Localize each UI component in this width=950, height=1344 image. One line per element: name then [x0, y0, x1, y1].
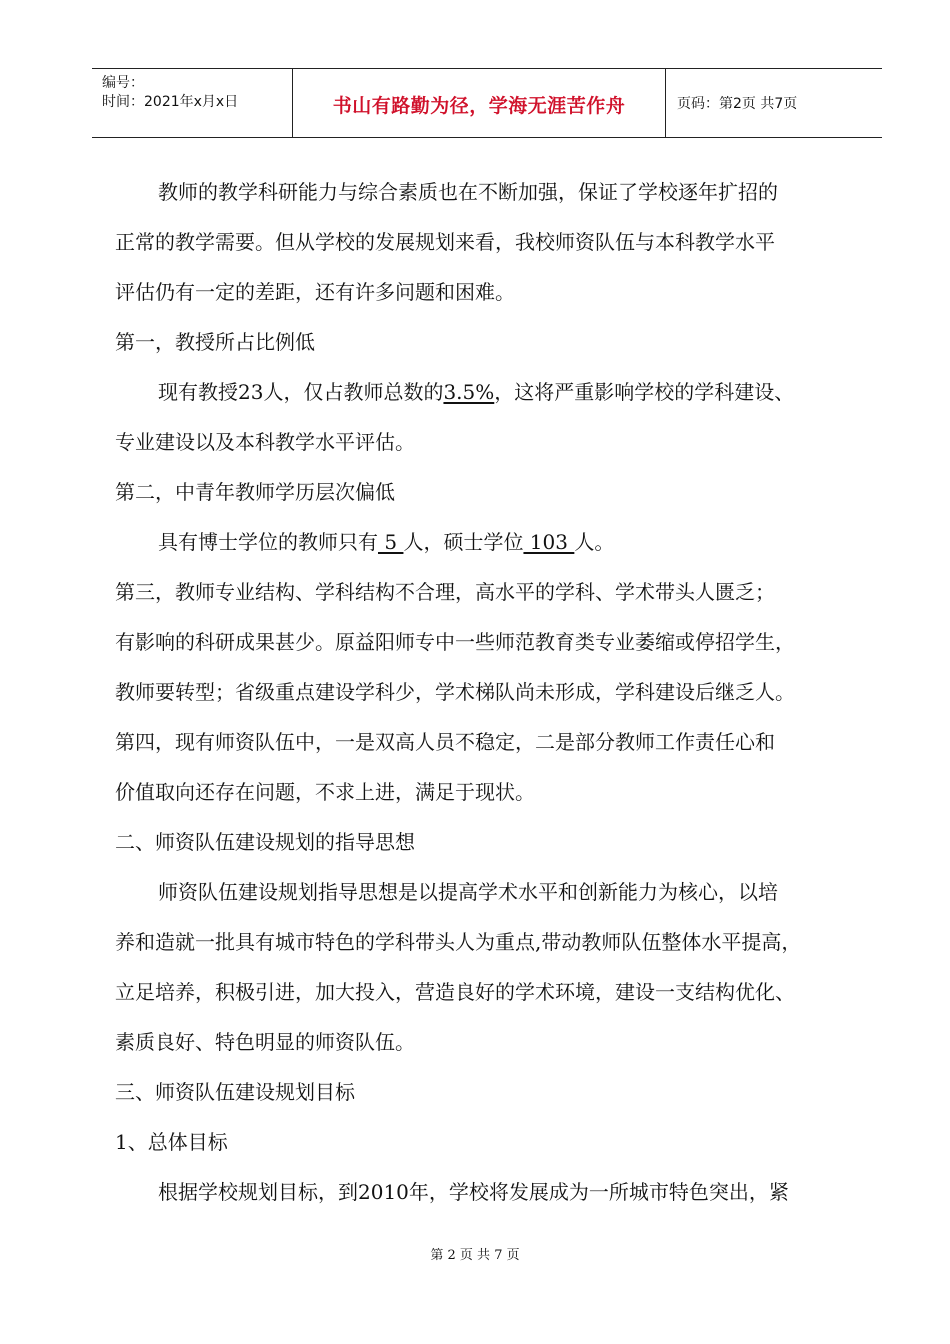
header-page-label: 页码：第2页 共7页 [677, 96, 798, 112]
underlined-value: 3.5% [443, 380, 495, 404]
text-segment: 人。 [574, 530, 615, 554]
paragraph-line: 评估仍有一定的差距，还有许多问题和困难。 [115, 280, 515, 304]
text-segment: 现有教授23人，仅占教师总数的 [158, 380, 444, 404]
text-segment: ，这将严重影响学校的学科建设、 [494, 380, 795, 404]
document-header [92, 68, 882, 138]
paragraph-line: 教师要转型；省级重点建设学科少，学术梯队尚未形成，学科建设后继乏人。 [115, 680, 795, 704]
header-motto: 书山有路勤为径，学海无涯苦作舟 [332, 95, 626, 117]
text-segment: 人，硕士学位 [403, 530, 524, 554]
paragraph-line: 有影响的科研成果甚少。原益阳师专中一些师范教育类专业萎缩或停招学生， [115, 630, 795, 654]
page-footer: 第 2 页 共 7 页 [430, 1248, 520, 1263]
section-heading: 第二，中青年教师学历层次偏低 [115, 480, 395, 504]
text-segment: 具有博士学位的教师只有 [158, 530, 378, 554]
paragraph-line [158, 380, 794, 404]
header-motto-cell [293, 69, 666, 137]
underlined-value: 5 [378, 530, 404, 554]
paragraph-line: 第四，现有师资队伍中，一是双高人员不稳定，二是部分教师工作责任心和 [115, 730, 775, 754]
document-number-label: 编号： [102, 75, 144, 91]
paragraph-line: 教师的教学科研能力与综合素质也在不断加强，保证了学校逐年扩招的 [158, 180, 778, 204]
section-heading: 第一，教授所占比例低 [115, 330, 315, 354]
section-heading: 三、师资队伍建设规划目标 [115, 1080, 355, 1104]
paragraph-line: 立足培养，积极引进，加大投入，营造良好的学术环境，建设一支结构优化、 [115, 980, 795, 1004]
paragraph-line: 专业建设以及本科教学水平评估。 [115, 430, 415, 454]
document-time-label: 时间：2021年x月x日 [102, 94, 239, 110]
paragraph-line: 根据学校规划目标，到2010年，学校将发展成为一所城市特色突出，紧 [158, 1180, 789, 1204]
underlined-value: 103 [523, 530, 575, 554]
subsection-heading: 1、总体目标 [115, 1130, 228, 1154]
paragraph-line: 素质良好、特色明显的师资队伍。 [115, 1030, 415, 1054]
paragraph-line: 养和造就一批具有城市特色的学科带头人为重点,带动教师队伍整体水平提高， [115, 930, 802, 954]
section-heading: 二、师资队伍建设规划的指导思想 [115, 830, 415, 854]
paragraph-line: 师资队伍建设规划指导思想是以提高学术水平和创新能力为核心，以培 [158, 880, 778, 904]
header-meta-cell [92, 69, 293, 137]
paragraph-line: 正常的教学需要。但从学校的发展规划来看，我校师资队伍与本科教学水平 [115, 230, 775, 254]
paragraph-line [158, 530, 614, 554]
paragraph-line: 价值取向还存在问题，不求上进，满足于现状。 [115, 780, 535, 804]
paragraph-line: 第三，教师专业结构、学科结构不合理，高水平的学科、学术带头人匮乏； [115, 580, 775, 604]
header-page-cell [667, 69, 882, 137]
